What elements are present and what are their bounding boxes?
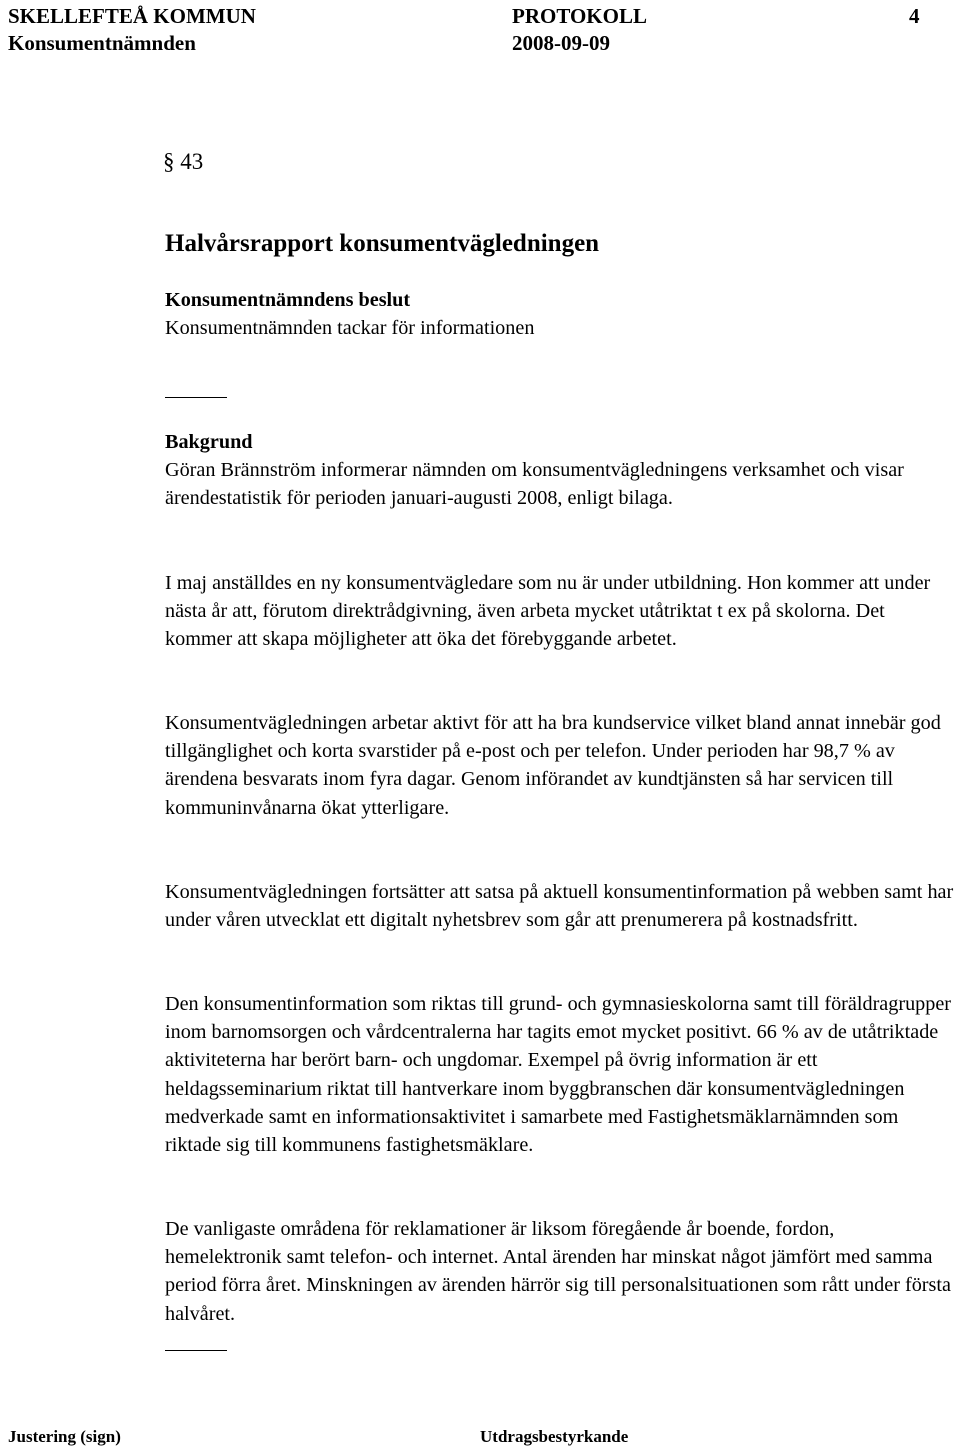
background-heading: Bakgrund bbox=[165, 431, 253, 453]
footer-utdragsbestyrkande: Utdragsbestyrkande bbox=[480, 1427, 629, 1446]
background-block bbox=[165, 428, 955, 513]
header-document-type: PROTOKOLL bbox=[512, 4, 647, 28]
separator-line bbox=[165, 1350, 227, 1351]
decision-block bbox=[165, 286, 955, 342]
header-page-number: 4 bbox=[909, 4, 920, 28]
header-department: Konsumentnämnden bbox=[8, 31, 196, 55]
section-symbol: § bbox=[163, 149, 175, 174]
background-paragraph: Göran Brännström informerar nämnden om konsumentvägledningens verksamhet och visar ärendestatistik för perioden januari-augusti 2008, enligt bilaga. bbox=[165, 459, 904, 510]
section-number-value: 43 bbox=[180, 149, 204, 174]
background-paragraph: Konsumentvägledningen fortsätter att satsa på aktuell konsumentinformation på webben samt har under våren utvecklat ett digitalt nyhetsbrev som går att prenumerera på kostnadsfritt. bbox=[165, 881, 954, 932]
footer-justering: Justering (sign) bbox=[8, 1427, 121, 1446]
separator-line bbox=[165, 397, 227, 398]
decision-text: Konsumentnämnden tackar för informationen bbox=[165, 317, 535, 340]
background-paragraph: Konsumentvägledningen arbetar aktivt för att ha bra kundservice vilket bland annat innebär god tillgänglighet och korta svarstider på e-post och per telefon. Under perioden har 98,7 % av ärendena besvarats inom fyra dagar. Genom införandet av kundtjänsten så har servicen till kommuninvånarna ökat ytterligare. bbox=[165, 712, 941, 819]
background-paragraph: Den konsumentinformation som riktas till grund- och gymnasieskolorna samt till föräldragrupper inom barnomsorgen och vårdcentralerna har tagits emot mycket positivt. 66 % av de utåtriktade aktiviteterna har berört barn- och ungdomar. Exempel på övrig information är ett heldagsseminarium riktat till hantverkare inom byggbranschen där konsumentvägledningen medverkade samt en informationsaktivitet i samarbete med Fastighetsmäklarnämnden som riktade sig till kommunens fastighetsmäklare. bbox=[165, 993, 952, 1157]
header-date: 2008-09-09 bbox=[512, 31, 610, 55]
header-organization: SKELLEFTEÅ KOMMUN bbox=[8, 4, 256, 28]
decision-heading: Konsumentnämndens beslut bbox=[165, 289, 411, 311]
background-paragraph: I maj anställdes en ny konsumentvägledare som nu är under utbildning. Hon kommer att under nästa år att, förutom direktrådgivning, även arbeta mycket utåtriktat t ex på skolorna. Det kommer att skapa möjligheter att öka det förebyggande arbetet. bbox=[165, 572, 931, 651]
document-title: Halvårsrapport konsumentvägledningen bbox=[165, 230, 600, 257]
section-number bbox=[163, 149, 203, 175]
background-paragraph: De vanligaste områdena för reklamationer är liksom föregående år boende, fordon, hemelektronik samt telefon- och internet. Antal ärenden har minskat något jämfört med samma period förra året. Minskningen av ärenden härrör sig till personalsituationen som rått under första halvåret. bbox=[165, 1218, 951, 1325]
